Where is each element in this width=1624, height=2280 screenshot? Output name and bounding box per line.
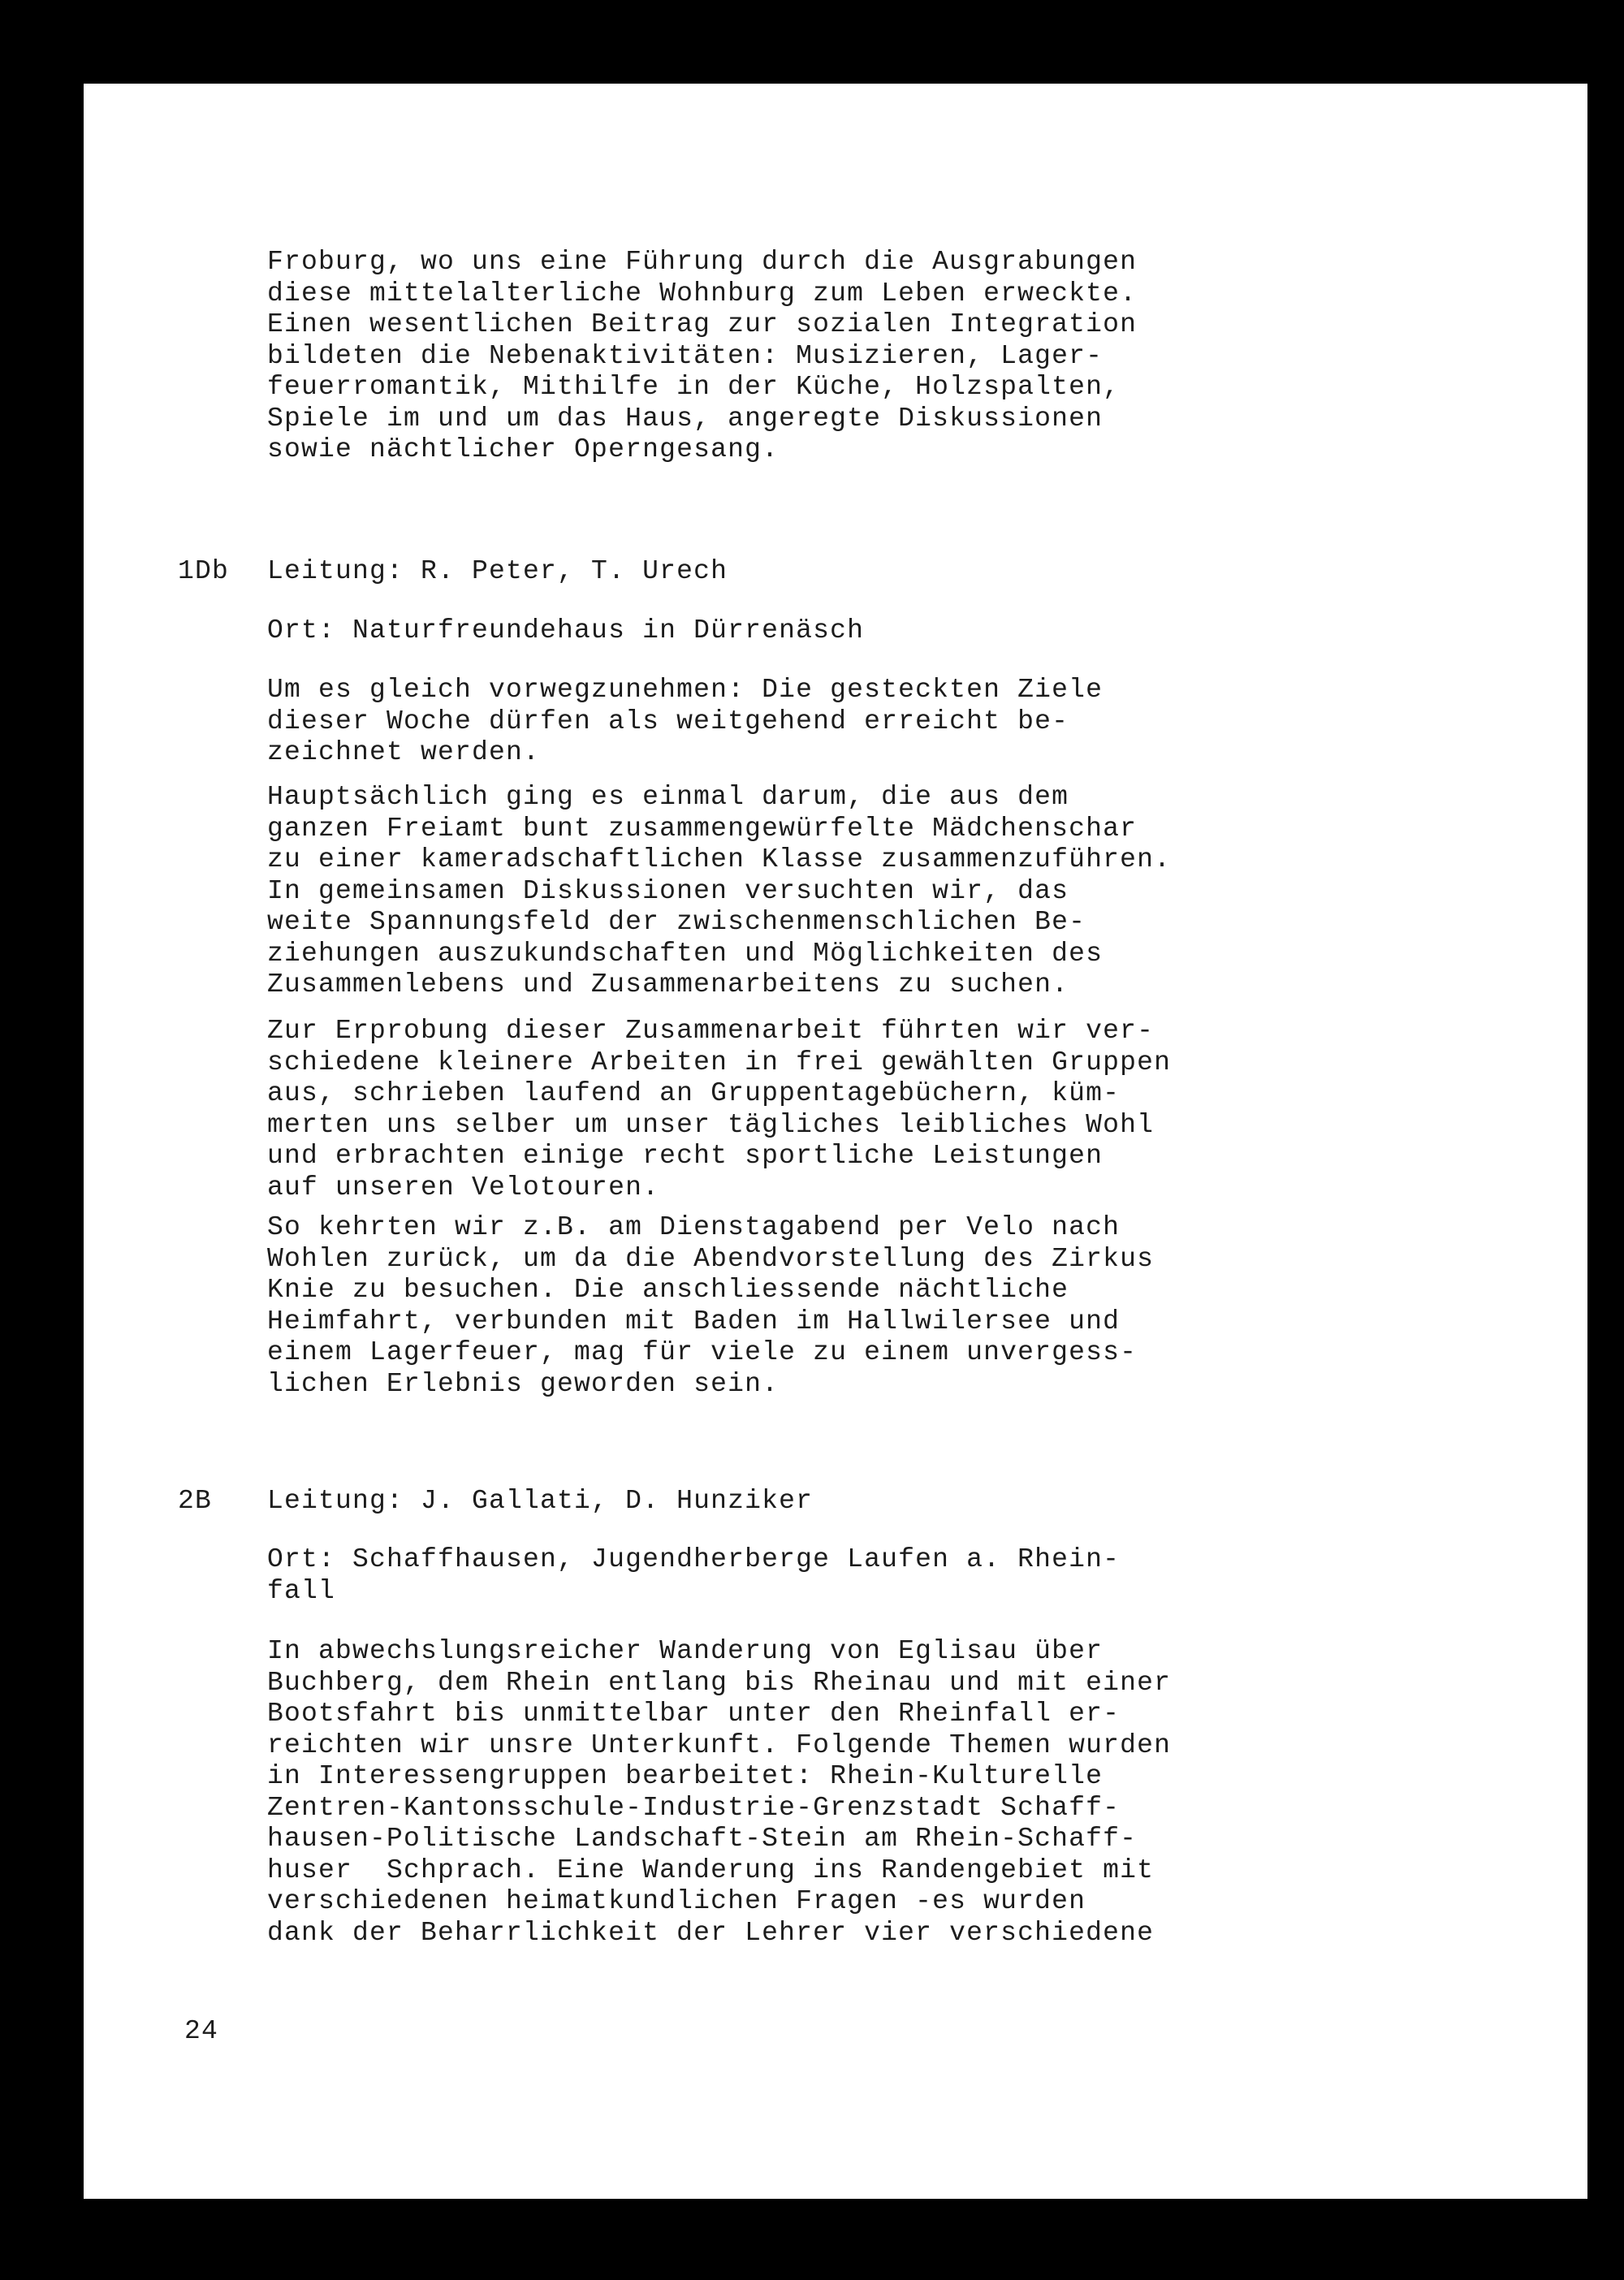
text-line: einem Lagerfeuer, mag für viele zu einem unvergess- xyxy=(267,1337,1138,1367)
text-line: merten uns selber um unser tägliches leibliches Wohl xyxy=(267,1109,1155,1140)
text-line: Wohlen zurück, um da die Abendvorstellung des Zirkus xyxy=(267,1243,1155,1274)
text-line: in Interessengruppen bearbeitet: Rhein-Kulturelle xyxy=(267,1761,1104,1791)
text-line: auf unseren Velotouren. xyxy=(267,1172,660,1203)
text-line: Um es gleich vorwegzunehmen: Die gesteckten Ziele xyxy=(267,675,1104,705)
ort-line: Ort: Naturfreundehaus in Dürrenäsch xyxy=(267,615,865,646)
text-line: zeichnet werden. xyxy=(267,737,541,767)
text-line: In gemeinsamen Diskussionen versuchten wir, das xyxy=(267,875,1069,906)
text-line: huser Schprach. Eine Wanderung ins Randengebiet mit xyxy=(267,1855,1155,1885)
text-line: hausen-Politische Landschaft-Stein am Rhein-Schaff- xyxy=(267,1824,1138,1854)
text-line: So kehrten wir z.B. am Dienstagabend per Velo nach xyxy=(267,1212,1121,1242)
document-page xyxy=(84,84,1587,2199)
text-line: In abwechslungsreicher Wanderung von Eglisau über xyxy=(267,1636,1104,1666)
section-2b-ort xyxy=(267,1544,1355,1607)
intro-paragraph xyxy=(267,247,1355,466)
text-line: diese mittelalterliche Wohnburg zum Leben erweckte. xyxy=(267,278,1138,309)
text-line: Buchberg, dem Rhein entlang bis Rheinau und mit einer xyxy=(267,1667,1172,1698)
section-2b-paragraph-1 xyxy=(267,1636,1355,1949)
text-line: Knie zu besuchen. Die anschliessende nächtliche xyxy=(267,1275,1069,1305)
text-line: ziehungen auszukundschaften und Möglichkeiten des xyxy=(267,938,1104,969)
text-line: Hauptsächlich ging es einmal darum, die aus dem xyxy=(267,782,1069,812)
section-1db-ort xyxy=(267,615,1355,647)
section-1db-paragraph-1 xyxy=(267,675,1355,769)
text-line: sowie nächtlicher Operngesang. xyxy=(267,434,780,464)
text-line: lichen Erlebnis geworden sein. xyxy=(267,1368,780,1399)
text-line: Zur Erprobung dieser Zusammenarbeit führten wir ver- xyxy=(267,1016,1155,1046)
text-line: Froburg, wo uns eine Führung durch die Ausgrabungen xyxy=(267,247,1138,277)
text-line: schiedene kleinere Arbeiten in frei gewählten Gruppen xyxy=(267,1047,1172,1077)
text-line: aus, schrieben laufend an Gruppentagebüchern, küm- xyxy=(267,1078,1121,1108)
section-1db-leitung xyxy=(267,556,1355,588)
text-line: feuerromantik, Mithilfe in der Küche, Holzspalten, xyxy=(267,372,1121,402)
text-line: dank der Beharrlichkeit der Lehrer vier verschiedene xyxy=(267,1917,1155,1948)
text-line: Zentren-Kantonsschule-Industrie-Grenzstadt Schaff- xyxy=(267,1792,1121,1823)
text-line: und erbrachten einige recht sportliche Leistungen xyxy=(267,1141,1104,1171)
text-line: Zusammenlebens und Zusammenarbeitens zu suchen. xyxy=(267,969,1069,1000)
text-line: verschiedenen heimatkundlichen Fragen -es wurden xyxy=(267,1886,1086,1916)
section-1db-paragraph-4 xyxy=(267,1212,1355,1400)
section-2b-leitung xyxy=(267,1486,1355,1518)
text-line: reichten wir unsre Unterkunft. Folgende Themen wurden xyxy=(267,1729,1172,1760)
text-line: weite Spannungsfeld der zwischenmenschlichen Be- xyxy=(267,907,1086,937)
text-line: Bootsfahrt bis unmittelbar unter den Rheinfall er- xyxy=(267,1699,1121,1729)
ort-line: fall xyxy=(267,1575,336,1606)
text-line: bildeten die Nebenaktivitäten: Musizieren, Lager- xyxy=(267,340,1104,371)
section-1db-paragraph-3 xyxy=(267,1016,1355,1203)
text-line: zu einer kameradschaftlichen Klasse zusammenzuführen. xyxy=(267,844,1172,874)
section-code-1db: 1Db xyxy=(178,556,230,586)
text-line: Spiele im und um das Haus, angeregte Diskussionen xyxy=(267,403,1104,434)
text-line: ganzen Freiamt bunt zusammengewürfelte Mädchenschar xyxy=(267,813,1138,844)
leitung-line: Leitung: J. Gallati, D. Hunziker xyxy=(267,1486,814,1516)
section-1db-paragraph-2 xyxy=(267,782,1355,1001)
section-code-2b: 2B xyxy=(178,1486,213,1516)
page-number: 24 xyxy=(184,2016,219,2046)
text-line: Einen wesentlichen Beitrag zur sozialen Integration xyxy=(267,309,1138,339)
leitung-line: Leitung: R. Peter, T. Urech xyxy=(267,556,728,586)
text-line: dieser Woche dürfen als weitgehend erreicht be- xyxy=(267,706,1069,736)
ort-line: Ort: Schaffhausen, Jugendherberge Laufen a. Rhein- xyxy=(267,1544,1121,1574)
text-line: Heimfahrt, verbunden mit Baden im Hallwilersee und xyxy=(267,1306,1121,1336)
